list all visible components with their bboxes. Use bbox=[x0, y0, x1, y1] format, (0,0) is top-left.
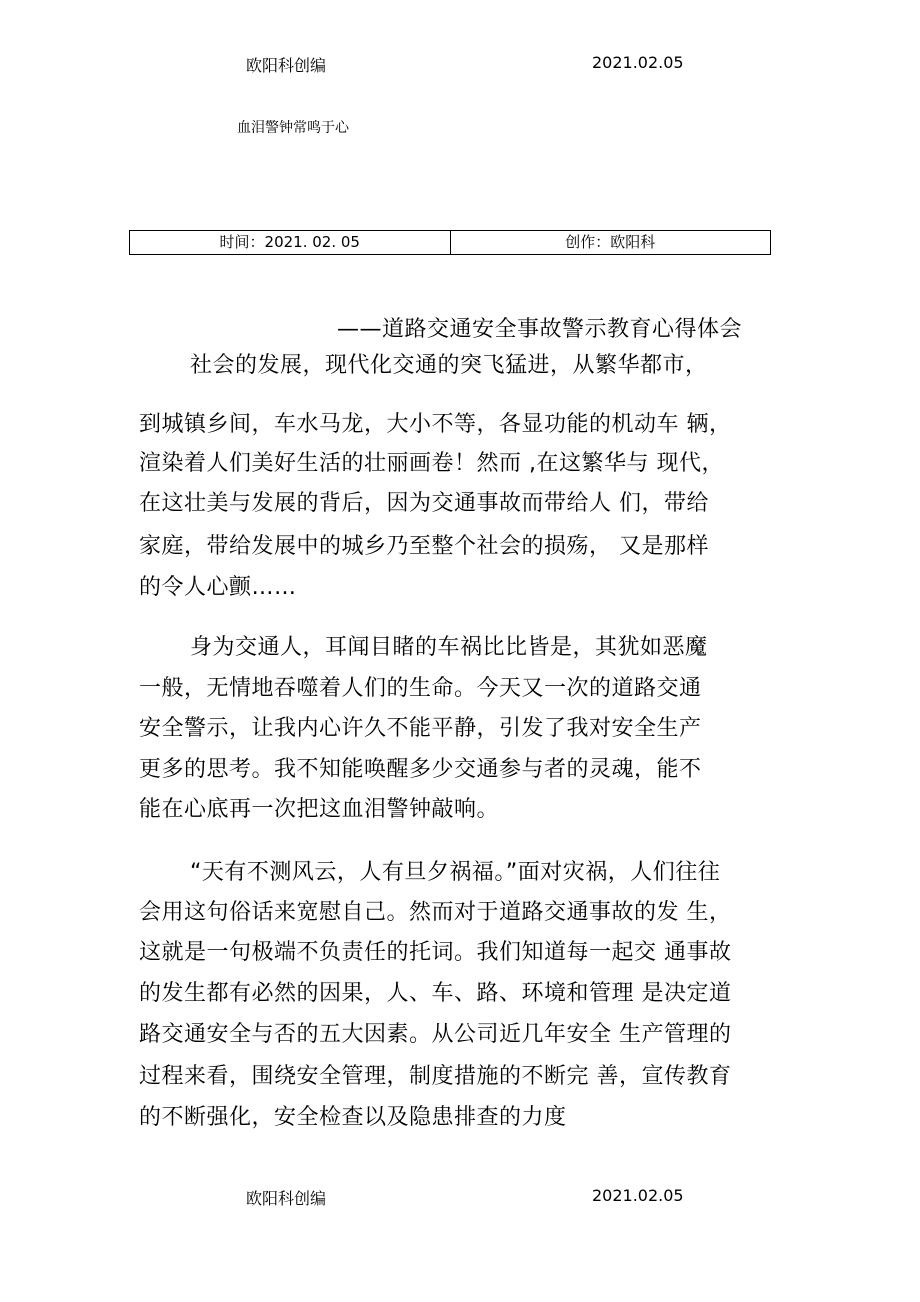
header-author: 欧阳科创编 bbox=[246, 56, 327, 75]
paragraph-line: 在这壮美与发展的背后，因为交通事故而带给人 们，带给 bbox=[139, 491, 709, 516]
paragraph-line: 社会的发展，现代化交通的突飞猛进，从繁华都市， bbox=[190, 353, 708, 378]
paragraph-line: 安全警示，让我内心许久不能平静，引发了我对安全生产 bbox=[139, 716, 702, 741]
paragraph-line: 到城镇乡间，车水马龙，大小不等，各显功能的机动车 辆， bbox=[139, 412, 732, 437]
paragraph-line: 家庭，带给发展中的城乡乃至整个社会的损殇， 又是那样 bbox=[139, 534, 709, 559]
paragraph-line: 这就是一句极端不负责任的托词。我们知道每一起交 通事故 bbox=[139, 940, 732, 965]
paragraph-line: “天有不测风云，人有旦夕祸福。”面对灾祸，人们往往 bbox=[190, 860, 721, 885]
paragraph-line: 一般，无情地吞噬着人们的生命。今天又一次的道路交通 bbox=[139, 676, 702, 701]
paragraph-line: 的令人心颤…… bbox=[139, 575, 297, 600]
footer-date: 2021.02.05 bbox=[592, 1186, 684, 1205]
paragraph-line: 会用这句俗话来宽慰自己。然而对于道路交通事故的发 生， bbox=[139, 900, 732, 925]
meta-table bbox=[129, 230, 771, 255]
header-date: 2021.02.05 bbox=[592, 53, 684, 72]
paragraph-line: 的发生都有必然的因果，人、车、路、环境和管理 是决定道 bbox=[139, 981, 732, 1006]
paragraph-line: 身为交通人，耳闻目睹的车祸比比皆是，其犹如恶魔 bbox=[190, 635, 708, 660]
meta-time: 时间：2021. 02. 05 bbox=[219, 233, 360, 251]
document-title: 血泪警钟常鸣于心 bbox=[237, 120, 349, 136]
paragraph-line: 的不断强化，安全检查以及隐患排查的力度 bbox=[139, 1105, 567, 1130]
paragraph-line: 更多的思考。我不知能唤醒多少交通参与者的灵魂，能不 bbox=[139, 757, 702, 782]
footer-author: 欧阳科创编 bbox=[246, 1189, 327, 1208]
paragraph-line: 能在心底再一次把这血泪警钟敲响。 bbox=[139, 797, 500, 822]
paragraph-line: 过程来看，围绕安全管理，制度措施的不断完 善，宣传教育 bbox=[139, 1064, 732, 1089]
paragraph-line: 渲染着人们美好生活的壮丽画卷！然而 ,在这繁华与 现代， bbox=[139, 451, 724, 476]
subtitle: ——道路交通安全事故警示教育心得体会 bbox=[337, 317, 743, 342]
paragraph-line: 路交通安全与否的五大因素。从公司近几年安全 生产管理的 bbox=[139, 1022, 732, 1047]
meta-creator: 创作：欧阳科 bbox=[450, 231, 771, 254]
